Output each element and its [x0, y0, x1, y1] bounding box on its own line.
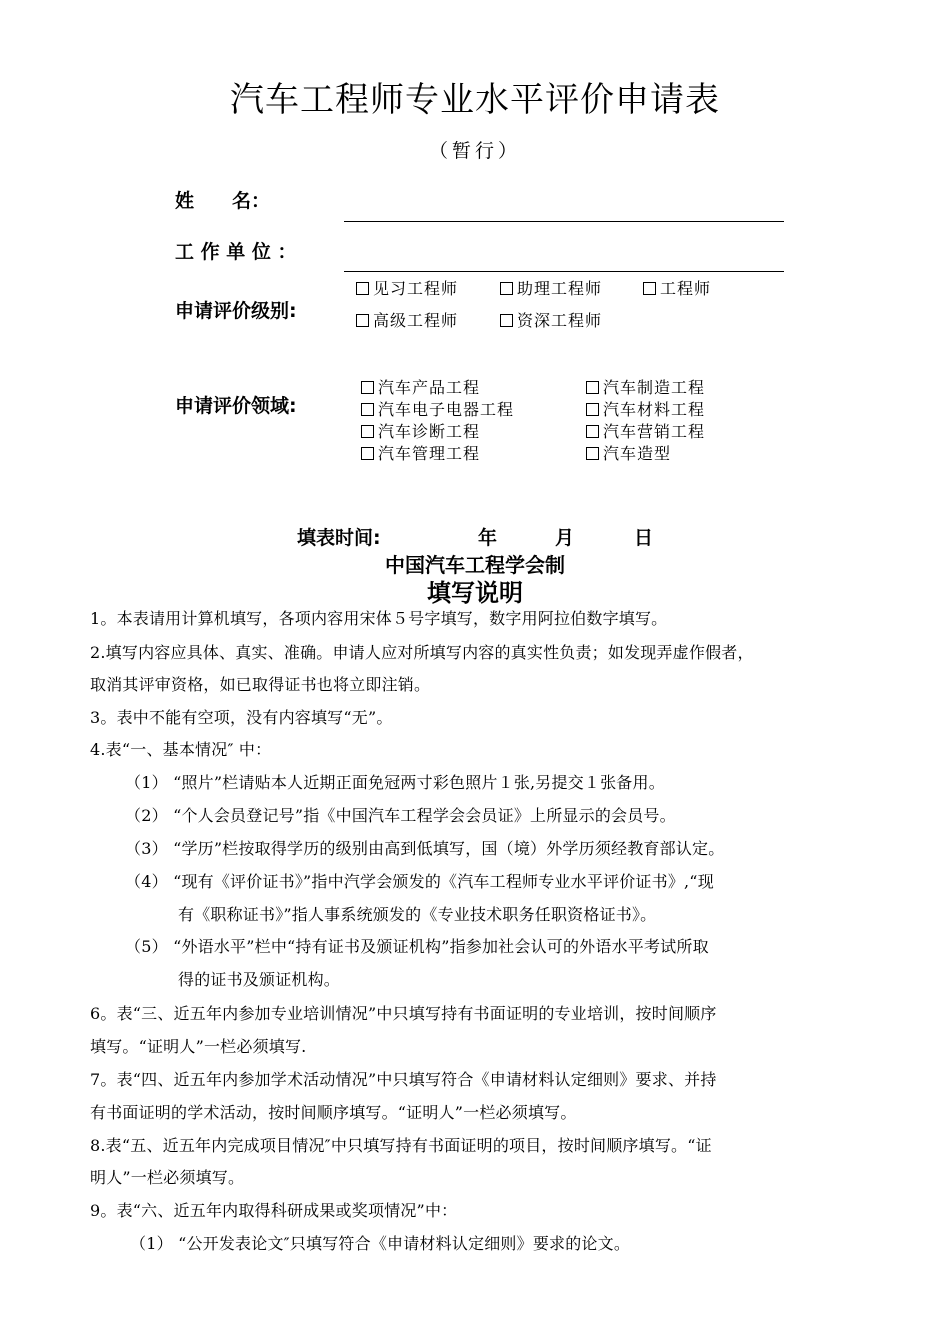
instruction-line: （1） “照片”栏请贴本人近期正面免冠两寸彩色照片１张,另提交１张备用。 — [125, 773, 665, 792]
instruction-line: （3） “学历”栏按取得学历的级别由高到低填写，国（境）外学历须经教育部认定。 — [125, 839, 725, 858]
instruction-line: 1。本表请用计算机填写，各项内容用宋体５号字填写，数字用阿拉伯数字填写。 — [90, 609, 668, 628]
instruction-line: （5） “外语水平”栏中“持有证书及颁证机构”指参加社会认可的外语水平考试所取 — [125, 937, 709, 956]
domain-option-diagnostics[interactable]: 汽车诊断工程 — [361, 419, 480, 442]
instruction-line: 2.填写内容应具体、真实、准确。申请人应对所填写内容的真实性负责；如发现弄虚作假者， — [90, 643, 754, 662]
domain-option-management[interactable]: 汽车管理工程 — [361, 441, 480, 464]
instruction-line: 3。表中不能有空项，没有内容填写“无”。 — [90, 708, 393, 727]
domain-option-electronics[interactable]: 汽车电子电器工程 — [361, 397, 514, 420]
domain-option-product[interactable]: 汽车产品工程 — [361, 375, 480, 398]
date-month: 月 — [555, 527, 575, 549]
issuer: 中国汽车工程学会制 — [385, 553, 565, 577]
checkbox-icon[interactable] — [361, 425, 374, 438]
level-option-senior[interactable]: 高级工程师 — [356, 308, 458, 331]
instruction-line: （2） “个人会员登记号”指《中国汽车工程学会会员证》上所显示的会员号。 — [125, 806, 676, 825]
date-day: 日 — [634, 527, 654, 549]
date-year: 年 — [478, 527, 498, 549]
instruction-line: 4.表“一、基本情况″ 中： — [90, 740, 272, 759]
name-field-line[interactable] — [344, 221, 784, 222]
instruction-line: 6。表“三、近五年内参加专业培训情况”中只填写持有书面证明的专业培训，按时间顺序 — [90, 1004, 717, 1023]
domain-option-manufacturing[interactable]: 汽车制造工程 — [586, 375, 705, 398]
instruction-line: 8.表“五、近五年内完成项目情况″中只填写持有书面证明的项目，按时间顺序填写。“证 — [90, 1136, 712, 1155]
level-option-trainee[interactable]: 见习工程师 — [356, 276, 458, 299]
instruction-line: （4） “现有《评价证书》”指中汽学会颁发的《汽车工程师专业水平评价证书》,“现 — [125, 872, 714, 891]
level-label: 申请评价级别: — [175, 300, 297, 322]
checkbox-icon[interactable] — [586, 381, 599, 394]
checkbox-icon[interactable] — [586, 447, 599, 460]
checkbox-icon[interactable] — [500, 314, 513, 327]
level-option-principal[interactable]: 资深工程师 — [500, 308, 602, 331]
page-subtitle: （暂行） — [428, 140, 521, 162]
domain-option-materials[interactable]: 汽车材料工程 — [586, 397, 705, 420]
date-label: 填表时间: — [297, 527, 381, 549]
instruction-line: 9。表“六、近五年内取得科研成果或奖项情况”中： — [90, 1201, 458, 1220]
work-unit-label: 工 作 单 位 ： — [175, 241, 297, 263]
instruction-line: 有《职称证书》”指人事系统颁发的《专业技术职务任职资格证书》。 — [178, 905, 657, 924]
level-option-engineer[interactable]: 工程师 — [643, 276, 711, 299]
instructions-title: 填写说明 — [427, 579, 523, 607]
level-option-assistant[interactable]: 助理工程师 — [500, 276, 602, 299]
name-label: 姓 名： — [175, 190, 271, 212]
checkbox-icon[interactable] — [361, 381, 374, 394]
instruction-line: 有书面证明的学术活动，按时间顺序填写。“证明人”一栏必须填写。 — [90, 1103, 577, 1122]
checkbox-icon[interactable] — [586, 403, 599, 416]
checkbox-icon[interactable] — [356, 282, 369, 295]
instruction-line: 填写。“证明人”一栏必须填写. — [90, 1037, 307, 1056]
checkbox-icon[interactable] — [643, 282, 656, 295]
domain-label: 申请评价领域: — [175, 395, 297, 417]
domain-option-marketing[interactable]: 汽车营销工程 — [586, 419, 705, 442]
work-unit-field-line[interactable] — [344, 271, 784, 272]
checkbox-icon[interactable] — [361, 403, 374, 416]
checkbox-icon[interactable] — [500, 282, 513, 295]
instruction-line: 得的证书及颁证机构。 — [178, 970, 341, 989]
instruction-line: 7。表“四、近五年内参加学术活动情况”中只填写符合《申请材料认定细则》要求、并持 — [90, 1070, 717, 1089]
domain-option-styling[interactable]: 汽车造型 — [586, 441, 671, 464]
instruction-line: （1） “公开发表论文″只填写符合《申请材料认定细则》要求的论文。 — [130, 1234, 631, 1253]
checkbox-icon[interactable] — [361, 447, 374, 460]
checkbox-icon[interactable] — [586, 425, 599, 438]
instruction-line: 取消其评审资格，如已取得证书也将立即注销。 — [90, 675, 431, 694]
checkbox-icon[interactable] — [356, 314, 369, 327]
instruction-line: 明人”一栏必须填写。 — [90, 1168, 245, 1187]
page-title: 汽车工程师专业水平评价申请表 — [230, 80, 720, 120]
